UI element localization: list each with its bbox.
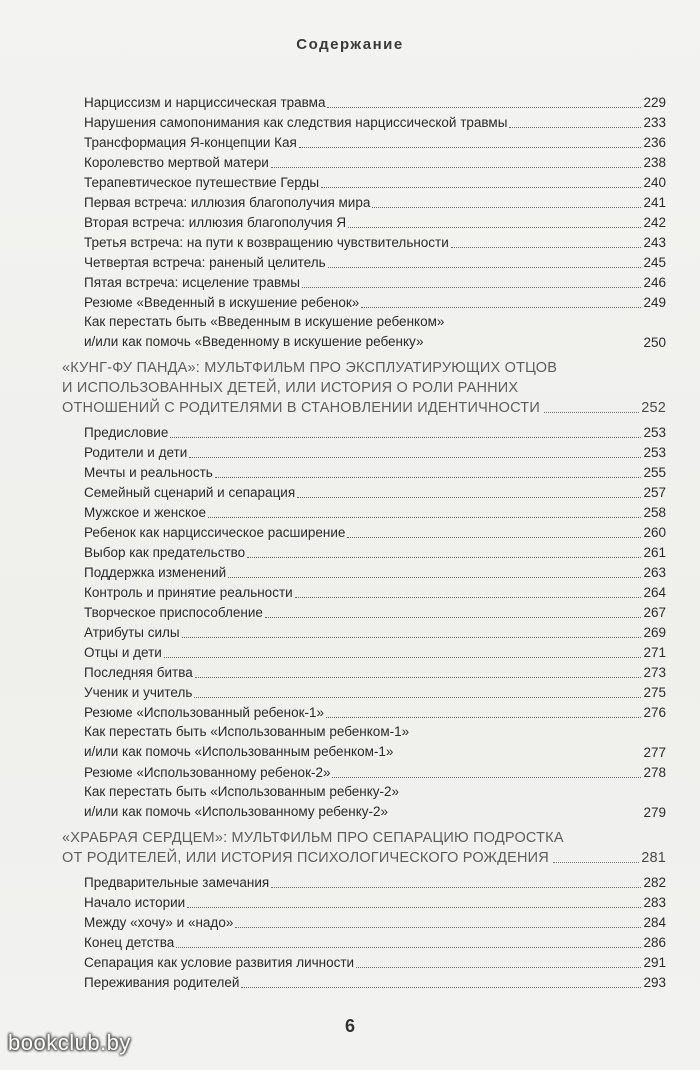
- toc-group-1: [62, 92, 666, 352]
- dot-leader: [170, 437, 641, 438]
- toc-entry-page: 236: [643, 135, 666, 150]
- chapter-heading-kung-fu-panda: [62, 358, 666, 418]
- dot-leader: [553, 862, 639, 863]
- toc-entry-title: Пятая встреча: исцеление травмы: [84, 275, 300, 290]
- chapter-heading-brave: [62, 828, 666, 868]
- toc-entry-page: 284: [643, 915, 666, 930]
- toc-entry: [62, 292, 666, 312]
- dot-leader: [164, 657, 642, 658]
- toc-entry-title: Атрибуты силы: [84, 625, 180, 640]
- toc-entry: [62, 462, 666, 482]
- toc-entry-title: Резюме «Использованный ребенок-1»: [84, 705, 325, 720]
- dot-leader: [235, 927, 641, 928]
- toc-entry-page: 257: [643, 485, 666, 500]
- toc-entry-title: Нарциссизм и нарциссическая травма: [84, 95, 326, 110]
- toc-entry: [62, 252, 666, 272]
- toc-entry: [62, 762, 666, 782]
- toc-entry-page: 278: [643, 765, 666, 780]
- toc-group-2: [62, 422, 666, 822]
- page-title: Содержание: [296, 36, 404, 53]
- toc-entry-page: 242: [643, 215, 666, 230]
- toc-entry-title-line: Как перестать быть «Использованным ребенком-1»: [84, 724, 410, 739]
- toc-entry: [62, 642, 666, 662]
- toc-entry-page: 246: [643, 275, 666, 290]
- chapter-line: ОТ РОДИТЕЛЕЙ, ИЛИ ИСТОРИЯ ПСИХОЛОГИЧЕСКОГО РОЖДЕНИЯ: [62, 850, 549, 866]
- toc-entry-title: Контроль и принятие реальности: [84, 585, 293, 600]
- toc-entry-page: 253: [643, 425, 666, 440]
- toc-entry: [62, 212, 666, 232]
- dot-leader: [208, 517, 641, 518]
- toc-entry-title: Третья встреча: на пути к возвращению чувствительности: [84, 235, 449, 250]
- toc-entry-title: Сепарация как условие развития личности: [84, 955, 355, 970]
- dot-leader: [295, 597, 642, 598]
- toc-entry-title: Отцы и дети: [84, 645, 162, 660]
- toc-entry: [62, 972, 666, 992]
- toc-entry-title: [84, 312, 444, 352]
- dot-leader: [228, 577, 641, 578]
- chapter-line: ОТНОШЕНИЙ С РОДИТЕЛЯМИ В СТАНОВЛЕНИИ ИДЕНТИЧНОСТИ: [62, 400, 540, 416]
- toc-entry: [62, 892, 666, 912]
- toc-entry: [62, 912, 666, 932]
- toc-group-3: [62, 872, 666, 992]
- toc-entry-title: Резюме «Использованному ребенок-2»: [84, 765, 331, 780]
- dot-leader: [321, 187, 641, 188]
- toc-entry-title: Начало истории: [84, 895, 186, 910]
- toc-entry: [62, 172, 666, 192]
- toc-entry: [62, 482, 666, 502]
- page-number: 6: [344, 1016, 355, 1036]
- toc-entry-title: Последняя битва: [84, 665, 193, 680]
- toc-entry: [62, 722, 666, 762]
- toc-entry-page: 282: [643, 875, 666, 890]
- toc-entry-page: 275: [643, 685, 666, 700]
- toc-entry: [62, 952, 666, 972]
- toc-entry-page: 245: [643, 255, 666, 270]
- toc-entry-page: 267: [643, 605, 666, 620]
- toc-entry: [62, 582, 666, 602]
- dot-leader: [215, 477, 642, 478]
- toc-entry-page: 271: [643, 645, 666, 660]
- toc-entry: [62, 442, 666, 462]
- dot-leader: [194, 697, 641, 698]
- dot-leader: [302, 287, 642, 288]
- toc-entry-title: Четвертая встреча: раненый целитель: [84, 255, 326, 270]
- toc-entry-page: 269: [643, 625, 666, 640]
- dot-leader: [347, 537, 641, 538]
- toc-entry-page: 258: [643, 505, 666, 520]
- toc-entry-page: 293: [643, 975, 666, 990]
- dot-leader: [195, 677, 642, 678]
- toc-entry-page: 283: [643, 895, 666, 910]
- toc-entry: [62, 872, 666, 892]
- dot-leader: [297, 497, 641, 498]
- toc-entry-title: Мужское и женское: [84, 505, 207, 520]
- dot-leader: [356, 967, 641, 968]
- toc-entry-title: Королевство мертвой матери: [84, 155, 269, 170]
- toc-entry-page: 276: [643, 705, 666, 720]
- dot-leader: [348, 227, 641, 228]
- dot-leader: [182, 637, 642, 638]
- toc-entry-title: Творческое приспособление: [84, 605, 263, 620]
- toc-entry-title: Выбор как предательство: [84, 545, 246, 560]
- toc-entry: [62, 192, 666, 212]
- toc-entry: [62, 112, 666, 132]
- toc-entry-title: [84, 782, 399, 822]
- chapter-page-number: 281: [641, 850, 666, 866]
- toc-entry-title: Терапевтическое путешествие Герды: [84, 175, 320, 190]
- toc-entry-page: 229: [643, 95, 666, 110]
- toc-entry-title: Между «хочу» и «надо»: [84, 915, 234, 930]
- toc-entry-title: Предварительные замечания: [84, 875, 270, 890]
- toc-entry-title: Нарушения самопонимания как следствия нарциссической травмы: [84, 115, 508, 130]
- toc-entry-title: Вторая встреча: иллюзия благополучия Я: [84, 215, 347, 230]
- toc-entry-title-line: Как перестать быть «Использованным ребенку-2»: [84, 784, 400, 799]
- toc-entry: [62, 542, 666, 562]
- toc-entry-title: Поддержка изменений: [84, 565, 227, 580]
- toc-entry: [62, 232, 666, 252]
- toc-entry: [62, 622, 666, 642]
- table-of-contents: [62, 92, 666, 992]
- chapter-page-number: 252: [641, 400, 666, 416]
- toc-entry-title: Предисловие: [84, 425, 169, 440]
- toc-entry-title: Ребенок как нарциссическое расширение: [84, 525, 346, 540]
- dot-leader: [265, 617, 642, 618]
- dot-leader: [326, 717, 641, 718]
- toc-entry-title: Конец детства: [84, 935, 175, 950]
- toc-entry-title: [84, 722, 409, 762]
- dot-leader: [299, 147, 642, 148]
- dot-leader: [327, 107, 641, 108]
- toc-entry-page: 279: [643, 805, 666, 820]
- toc-entry-page: 260: [643, 525, 666, 540]
- toc-entry-title-line: Как перестать быть «Введенным в искушение ребенком»: [84, 314, 445, 329]
- toc-entry-page: 273: [643, 665, 666, 680]
- toc-entry-title: Трансформация Я-концепции Кая: [84, 135, 297, 150]
- toc-entry: [62, 132, 666, 152]
- dot-leader: [328, 267, 642, 268]
- watermark-text: bookclub.by: [8, 1030, 131, 1055]
- toc-entry: [62, 522, 666, 542]
- chapter-line: «ХРАБРАЯ СЕРДЦЕМ»: МУЛЬТФИЛЬМ ПРО СЕПАРАЦИЮ ПОДРОСТКА: [62, 830, 564, 846]
- toc-entry-page: 263: [643, 565, 666, 580]
- toc-entry: [62, 92, 666, 112]
- toc-entry-page: 261: [643, 545, 666, 560]
- toc-entry-page: 240: [643, 175, 666, 190]
- toc-entry-title: Родители и дети: [84, 445, 188, 460]
- dot-leader: [176, 947, 641, 948]
- dot-leader: [451, 247, 642, 248]
- dot-leader: [187, 907, 641, 908]
- dot-leader: [544, 412, 639, 413]
- toc-entry-page: 277: [643, 745, 666, 760]
- toc-entry-page: 286: [643, 935, 666, 950]
- toc-entry-page: 233: [643, 115, 666, 130]
- dot-leader: [241, 987, 641, 988]
- dot-leader: [271, 167, 642, 168]
- toc-entry-title: Первая встреча: иллюзия благополучия мира: [84, 195, 371, 210]
- toc-entry-title: Переживания родителей: [84, 975, 240, 990]
- dot-leader: [189, 457, 641, 458]
- toc-entry-page: 255: [643, 465, 666, 480]
- toc-entry-title-line: и/или как помочь «Введенному в искушение ребенку»: [84, 334, 424, 349]
- toc-entry-title: Семейный сценарий и сепарация: [84, 485, 296, 500]
- toc-entry-page: 253: [643, 445, 666, 460]
- dot-leader: [332, 777, 641, 778]
- toc-entry-title: Мечты и реальность: [84, 465, 213, 480]
- toc-entry: [62, 932, 666, 952]
- toc-entry: [62, 152, 666, 172]
- dot-leader: [247, 557, 641, 558]
- toc-entry: [62, 562, 666, 582]
- dot-leader: [509, 127, 641, 128]
- chapter-line: И ИСПОЛЬЗОВАННЫХ ДЕТЕЙ, ИЛИ ИСТОРИЯ О РОЛИ РАННИХ: [62, 380, 519, 396]
- toc-entry-title-line: и/или как помочь «Использованному ребенку-2»: [84, 804, 389, 819]
- toc-entry: [62, 782, 666, 822]
- dot-leader: [361, 307, 641, 308]
- toc-entry: [62, 702, 666, 722]
- toc-entry-title-line: и/или как помочь «Использованным ребенком-1»: [84, 744, 394, 759]
- toc-entry: [62, 272, 666, 292]
- toc-entry-title: Резюме «Введенный в искушение ребенок»: [84, 295, 360, 310]
- toc-entry: [62, 662, 666, 682]
- toc-entry-page: 241: [643, 195, 666, 210]
- toc-entry: [62, 682, 666, 702]
- toc-entry-title: Ученик и учитель: [84, 685, 193, 700]
- chapter-line: «КУНГ-ФУ ПАНДА»: МУЛЬТФИЛЬМ ПРО ЭКСПЛУАТИРУЮЩИХ ОТЦОВ: [62, 360, 558, 376]
- toc-entry-page: 249: [643, 295, 666, 310]
- dot-leader: [372, 207, 641, 208]
- toc-entry-page: 291: [643, 955, 666, 970]
- toc-entry-page: 250: [643, 335, 666, 350]
- toc-entry: [62, 422, 666, 442]
- dot-leader: [271, 887, 641, 888]
- toc-entry-page: 238: [643, 155, 666, 170]
- toc-entry: [62, 502, 666, 522]
- toc-entry-page: 243: [643, 235, 666, 250]
- toc-entry: [62, 312, 666, 352]
- toc-entry: [62, 602, 666, 622]
- toc-entry-page: 264: [643, 585, 666, 600]
